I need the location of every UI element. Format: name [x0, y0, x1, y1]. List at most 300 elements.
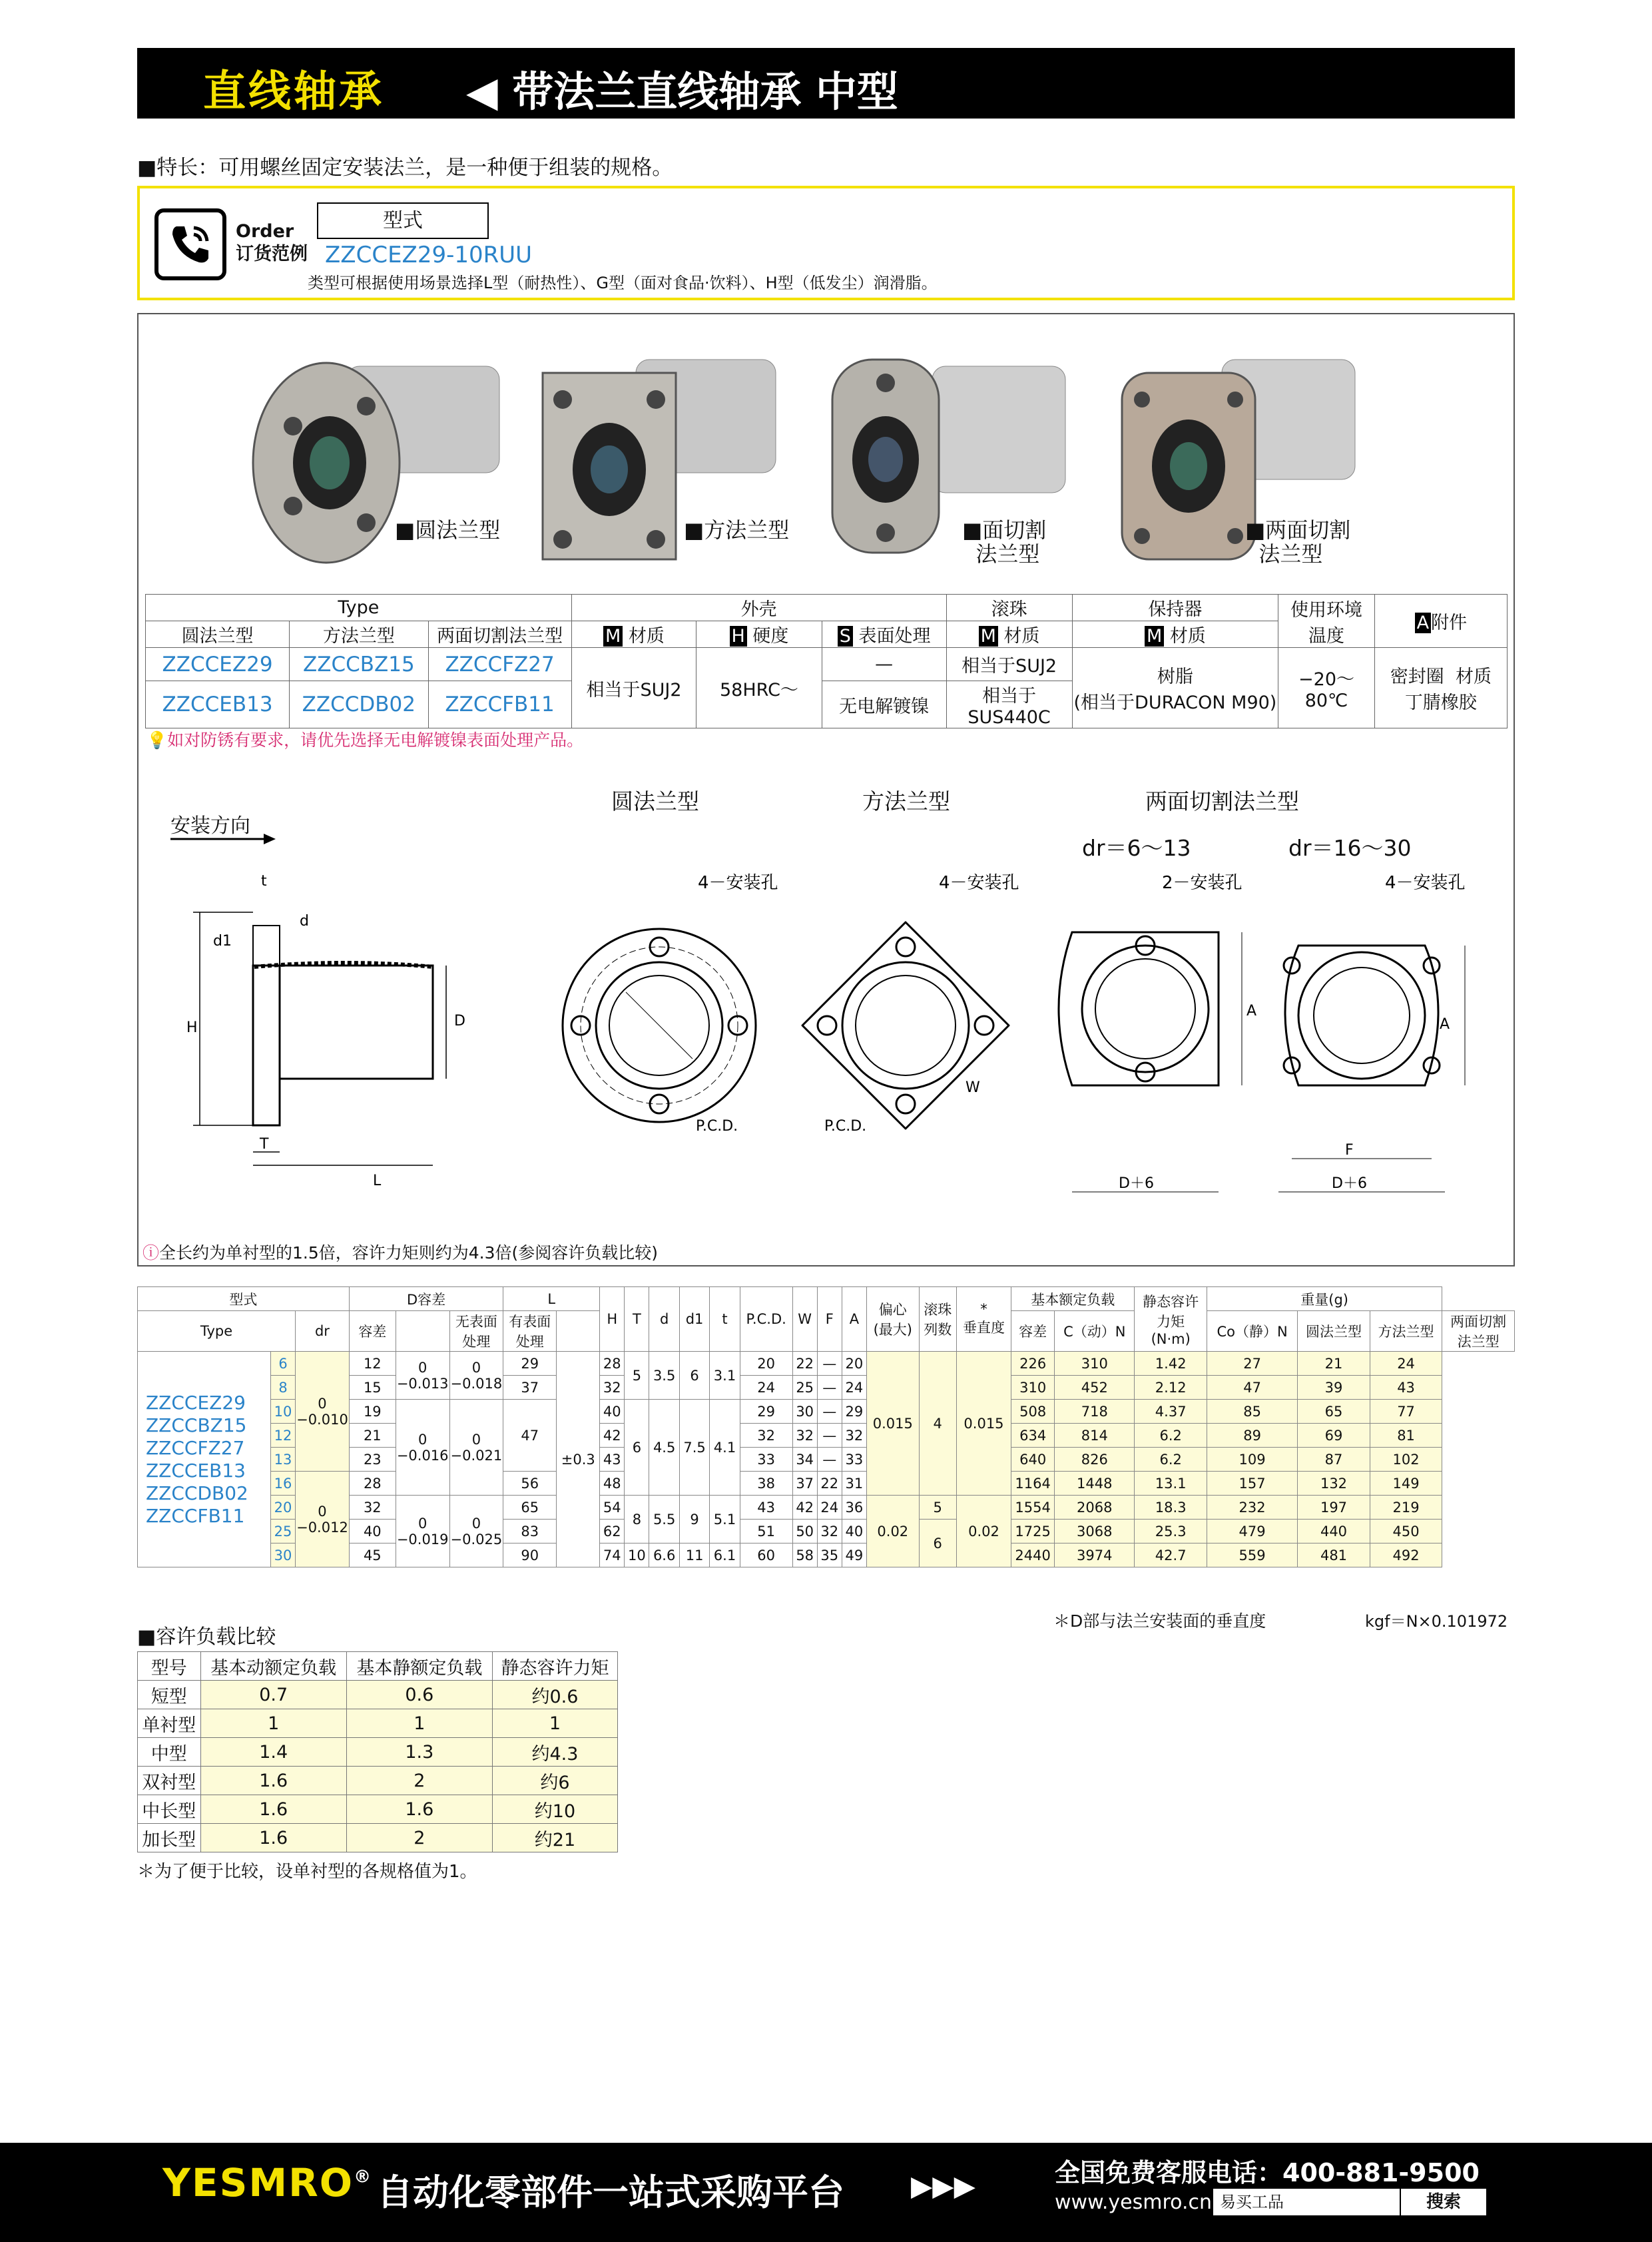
diagram-note: ⓘ全长约为单衬型的1.5倍，容许力矩则约为4.3倍(参阅容许负载比较): [142, 1243, 659, 1262]
table-cell: 1725: [1011, 1520, 1055, 1543]
phone-icon: [154, 208, 226, 280]
table-cell: 25.3: [1135, 1520, 1207, 1543]
table-cell: 单衬型: [138, 1709, 201, 1738]
table-row: [138, 1681, 618, 1709]
accessory: 密封圈 材质 丁腈橡胶: [1374, 648, 1507, 728]
table-cell: 0 −0.018: [449, 1352, 503, 1400]
table-cell: 24: [1370, 1352, 1442, 1376]
table-cell: 634: [1011, 1424, 1055, 1448]
table-cell: 0 −0.025: [449, 1496, 503, 1567]
table-cell: 0.02: [956, 1496, 1011, 1567]
header-cell: dr: [296, 1311, 350, 1352]
table-cell: 640: [1011, 1448, 1055, 1472]
feature-text: ■特长：可用螺丝固定安装法兰，是一种便于组装的规格。: [137, 156, 673, 180]
unit-note: kgf＝N×0.101972: [1365, 1612, 1508, 1631]
table-cell: 47: [1207, 1376, 1297, 1400]
ball-material: 相当于SUS440C: [946, 681, 1072, 728]
table-cell: 39: [1298, 1376, 1370, 1400]
table-cell: 中长型: [138, 1795, 201, 1824]
table-cell: 54: [600, 1496, 625, 1520]
table-row: [138, 1352, 1515, 1376]
table-cell: 47: [503, 1400, 557, 1472]
header-cell: 外壳: [571, 595, 946, 621]
spec-note: 💡如对防锈有要求，请优先选择无电解镀镍表面处理产品。: [146, 730, 584, 750]
table-cell: 43: [600, 1448, 625, 1472]
table-cell: 24: [740, 1376, 792, 1400]
twocut-label: 两面切割法兰型: [1145, 788, 1299, 814]
header-cell: 基本动额定负载: [200, 1652, 346, 1681]
table-cell: 29: [842, 1400, 866, 1424]
header-cell: Type: [146, 595, 572, 621]
header-cell: 型号: [138, 1652, 201, 1681]
svg-text:A: A: [1440, 1016, 1450, 1033]
table-cell: 310: [1055, 1352, 1135, 1376]
svg-text:P.C.D.: P.C.D.: [696, 1118, 738, 1135]
table-cell: 32: [349, 1496, 396, 1520]
header-cell: H 硬度: [696, 621, 822, 648]
table-cell: 149: [1370, 1472, 1442, 1496]
header-cell: 基本额定负载: [1011, 1287, 1135, 1311]
table-cell: 2: [346, 1767, 492, 1795]
round-flange-drawing: [553, 873, 778, 1135]
table-cell: 24: [842, 1376, 866, 1400]
table-cell: 10: [625, 1543, 649, 1567]
svg-text:T: T: [260, 1136, 269, 1153]
header-cell: T: [625, 1287, 649, 1352]
table-cell: 0.015: [956, 1352, 1011, 1496]
table-cell: 826: [1055, 1448, 1135, 1472]
header-cell: 保持器: [1072, 595, 1278, 621]
header-cell: Co（静）N: [1207, 1311, 1297, 1352]
table-cell: 23: [349, 1448, 396, 1472]
table-cell: 21: [1298, 1352, 1370, 1376]
table-cell: 40: [842, 1520, 866, 1543]
round-label: 圆法兰型: [611, 788, 699, 814]
square-label: 方法兰型: [862, 788, 950, 814]
header-cell: 滚珠: [946, 595, 1072, 621]
header-cell: [557, 1311, 600, 1352]
table-cell: 0.02: [866, 1496, 919, 1567]
header-cell: 圆法兰型: [146, 621, 290, 648]
header-cell: d: [649, 1287, 679, 1352]
arrow-icon: [170, 832, 277, 846]
table-cell: 30: [792, 1400, 817, 1424]
table-cell: 5.5: [649, 1496, 679, 1543]
table-cell: 42.7: [1135, 1543, 1207, 1567]
svg-text:W: W: [965, 1079, 980, 1096]
table-cell: 22: [817, 1472, 842, 1496]
table-cell: 74: [600, 1543, 625, 1567]
table-cell: 15: [349, 1376, 396, 1400]
table-cell: 27: [1207, 1352, 1297, 1376]
table-cell: 22: [792, 1352, 817, 1376]
table-cell: 12: [349, 1352, 396, 1376]
table-cell: 1.42: [1135, 1352, 1207, 1376]
table-cell: 29: [503, 1352, 557, 1376]
table-cell: 6.2: [1135, 1448, 1207, 1472]
table-cell: 16: [271, 1472, 296, 1496]
table-cell: 32: [842, 1424, 866, 1448]
table-cell: 20: [842, 1352, 866, 1376]
header-cell: d1: [679, 1287, 709, 1352]
header-cell: 重量(g): [1207, 1287, 1442, 1311]
square-flange-drawing: [799, 873, 1039, 1172]
cut-flange-drawing: [1052, 872, 1265, 1199]
header-cell: Type: [138, 1311, 296, 1352]
table-row: [138, 1709, 618, 1738]
table-cell: 20: [271, 1496, 296, 1520]
table-cell: 492: [1370, 1543, 1442, 1567]
table-cell: 87: [1298, 1448, 1370, 1472]
table-cell: 6: [271, 1352, 296, 1376]
table-cell: 197: [1298, 1496, 1370, 1520]
svg-text:D＋6: D＋6: [1332, 1175, 1367, 1192]
table-cell: 40: [600, 1400, 625, 1424]
load-table: [137, 1651, 618, 1852]
table-cell: 0 −0.012: [296, 1472, 350, 1567]
header-cell: 两面切割 法兰型: [1442, 1311, 1515, 1352]
svg-text:4－安装孔: 4－安装孔: [1385, 873, 1466, 893]
table-cell: —: [817, 1424, 842, 1448]
table-cell: 37: [792, 1472, 817, 1496]
search-input[interactable]: 易买工品: [1213, 2189, 1400, 2215]
table-cell: 约21: [492, 1824, 617, 1852]
temperature: −20～80℃: [1278, 648, 1374, 728]
side-view-drawing: [180, 866, 526, 1199]
table-cell: 6.1: [710, 1543, 740, 1567]
table-cell: —: [817, 1376, 842, 1400]
header-cell: A 附件: [1374, 595, 1507, 648]
table-cell: 1: [200, 1709, 346, 1738]
table-cell: 4.1: [710, 1400, 740, 1496]
table-cell: 9: [679, 1496, 709, 1543]
table-cell: 0 −0.010: [296, 1352, 350, 1472]
table-cell: 3.1: [710, 1352, 740, 1400]
table-cell: 19: [349, 1400, 396, 1424]
table-cell: 90: [503, 1543, 557, 1567]
svg-text:A: A: [1246, 1003, 1257, 1019]
table-cell: 50: [792, 1520, 817, 1543]
table-cell: 77: [1370, 1400, 1442, 1424]
table-cell: 718: [1055, 1400, 1135, 1424]
table-cell: 62: [600, 1520, 625, 1543]
table-cell: 45: [349, 1543, 396, 1567]
table-cell: 5.1: [710, 1496, 740, 1543]
table-cell: —: [817, 1352, 842, 1376]
hardness: 58HRC～: [696, 648, 822, 728]
table-cell: 226: [1011, 1352, 1055, 1376]
table-cell: 481: [1298, 1543, 1370, 1567]
svg-text:H: H: [186, 1019, 198, 1036]
product-label: ■圆法兰型: [395, 517, 501, 543]
table-cell: 约10: [492, 1795, 617, 1824]
table-cell: 1.4: [200, 1738, 346, 1767]
table-cell: 1448: [1055, 1472, 1135, 1496]
table-cell: 28: [600, 1352, 625, 1376]
svg-text:4－安装孔: 4－安装孔: [939, 873, 1019, 893]
mount-direction: 安装方向: [170, 814, 250, 838]
header-cell: P.C.D.: [740, 1287, 792, 1352]
table-cell: 4.5: [649, 1400, 679, 1496]
table-cell: 25: [792, 1376, 817, 1400]
svg-text:D＋6: D＋6: [1119, 1175, 1154, 1192]
table-cell: 479: [1207, 1520, 1297, 1543]
table-cell: 短型: [138, 1681, 201, 1709]
svg-text:F: F: [1345, 1142, 1354, 1159]
order-label: Order 订货范例: [236, 221, 308, 264]
table-cell: —: [817, 1400, 842, 1424]
order-note: 类型可根据使用场景选择L型（耐热性）、G型（面对食品·饮料）、H型（低发尘）润滑脂。: [308, 274, 938, 292]
type-code: ZZCCEB13: [146, 681, 290, 728]
table-cell: 10: [271, 1400, 296, 1424]
load-title: ■容许负载比较: [137, 1625, 276, 1649]
header-cell: 有表面 处理: [503, 1311, 557, 1352]
table-cell: 30: [271, 1543, 296, 1567]
table-cell: 约6: [492, 1767, 617, 1795]
table-cell: —: [817, 1448, 842, 1472]
header-cell: 静态容许 力矩 (N·m): [1135, 1287, 1207, 1352]
table-cell: 3974: [1055, 1543, 1135, 1567]
table-cell: 25: [271, 1520, 296, 1543]
table-cell: 65: [1298, 1400, 1370, 1424]
table-cell: 4.37: [1135, 1400, 1207, 1424]
table-cell: 157: [1207, 1472, 1297, 1496]
table-cell: 49: [842, 1543, 866, 1567]
header-cell: 无表面 处理: [449, 1311, 503, 1352]
table-cell: 28: [349, 1472, 396, 1496]
table-cell: 24: [817, 1496, 842, 1520]
header-cell: 基本静额定负载: [346, 1652, 492, 1681]
table-cell: 8: [625, 1496, 649, 1543]
twocut-flange-drawing: [1265, 872, 1478, 1199]
table-cell: 6: [679, 1352, 709, 1400]
category-title: 直线轴承: [203, 67, 384, 117]
table-cell: 5: [919, 1496, 956, 1520]
page-title: ◀ 带法兰直线轴承 中型: [466, 67, 898, 116]
type-code: ZZCCDB02: [290, 681, 428, 728]
surface: 无电解镀镍: [822, 681, 946, 728]
search-button[interactable]: 搜索: [1401, 2189, 1486, 2215]
table-cell: 0 −0.013: [396, 1352, 449, 1400]
svg-text:P.C.D.: P.C.D.: [824, 1118, 867, 1135]
table-cell: 33: [740, 1448, 792, 1472]
table-cell: 20: [740, 1352, 792, 1376]
table-cell: 中型: [138, 1738, 201, 1767]
header-cell: H: [600, 1287, 625, 1352]
table-cell: 51: [740, 1520, 792, 1543]
type-code: ZZCCEZ29: [146, 648, 290, 681]
table-cell: 60: [740, 1543, 792, 1567]
table-cell: 40: [349, 1520, 396, 1543]
table-cell: 34: [792, 1448, 817, 1472]
table-row: [138, 1472, 1515, 1496]
header-cell: 静态容许力矩: [492, 1652, 617, 1681]
arrows-icon: ▶▶▶: [911, 2169, 975, 2202]
dr-range-1: dr＝6～13: [1082, 835, 1191, 861]
ball-material: 相当于SUJ2: [946, 648, 1072, 681]
table-cell: 7.5: [679, 1400, 709, 1496]
table-row: [138, 1767, 618, 1795]
header-cell: S 表面处理: [822, 621, 946, 648]
table-cell: 37: [503, 1376, 557, 1400]
surface: —: [822, 648, 946, 681]
header-cell: t: [710, 1287, 740, 1352]
table-cell: 35: [817, 1543, 842, 1567]
table-cell: 42: [600, 1424, 625, 1448]
product-label: ■方法兰型: [684, 517, 790, 543]
table-row: [138, 1738, 618, 1767]
retainer: 树脂 (相当于DURACON M90): [1072, 648, 1278, 728]
table-cell: 232: [1207, 1496, 1297, 1520]
shell-material: 相当于SUJ2: [571, 648, 696, 728]
type-code: ZZCCFB11: [428, 681, 571, 728]
table-cell: 48: [600, 1472, 625, 1496]
table-cell: 2440: [1011, 1543, 1055, 1567]
header-cell: 容差: [349, 1311, 396, 1352]
table-cell: 102: [1370, 1448, 1442, 1472]
table-cell: 33: [842, 1448, 866, 1472]
svg-text:t: t: [261, 873, 267, 890]
table-cell: 11: [679, 1543, 709, 1567]
header-cell: M 材质: [946, 621, 1072, 648]
table-cell: 109: [1207, 1448, 1297, 1472]
table-cell: 双衬型: [138, 1767, 201, 1795]
load-note: ＊为了便于比较，设单衬型的各规格值为1。: [137, 1862, 477, 1882]
dr-range-2: dr＝16～30: [1288, 835, 1412, 861]
spec-table: [145, 594, 1508, 728]
table-cell: 219: [1370, 1496, 1442, 1520]
table-cell: ZZCCEZ29 ZZCCBZ15 ZZCCFZ27 ZZCCEB13 ZZCCDB02 ZZCCFB11: [138, 1352, 271, 1567]
order-code: ZZCCEZ29-10RUU: [325, 242, 533, 268]
table-cell: 12: [271, 1424, 296, 1448]
type-code: ZZCCFZ27: [428, 648, 571, 681]
table-cell: 508: [1011, 1400, 1055, 1424]
header-cell: 两面切割法兰型: [428, 621, 571, 648]
table-cell: 1.6: [200, 1767, 346, 1795]
table-row: [138, 1824, 618, 1852]
table-cell: 65: [503, 1496, 557, 1520]
table-cell: 21: [349, 1424, 396, 1448]
table-cell: 69: [1298, 1424, 1370, 1448]
product-label: ■两面切割 法兰型: [1245, 517, 1351, 567]
table-cell: 6: [625, 1400, 649, 1496]
slogan: 自动化零部件一站式采购平台: [377, 2171, 844, 2213]
hotline: 全国免费客服电话：400-881-9500: [1055, 2158, 1480, 2187]
table-cell: 0 −0.016: [396, 1400, 449, 1496]
header-cell: 方法兰型: [1370, 1311, 1442, 1352]
header-cell: F: [817, 1287, 842, 1352]
table-cell: 18.3: [1135, 1496, 1207, 1520]
dimension-table: [137, 1286, 1515, 1567]
table-cell: 56: [503, 1472, 557, 1496]
header-cell: L: [503, 1287, 600, 1311]
table-cell: 58: [792, 1543, 817, 1567]
table-cell: ±0.3: [557, 1352, 600, 1567]
table-cell: 1: [492, 1709, 617, 1738]
table-cell: 13.1: [1135, 1472, 1207, 1496]
header-cell: A: [842, 1287, 866, 1352]
header-cell: W: [792, 1287, 817, 1352]
table-cell: 1.6: [200, 1795, 346, 1824]
website-link[interactable]: www.yesmro.cn: [1055, 2191, 1213, 2214]
table-cell: 32: [817, 1520, 842, 1543]
table-cell: 5: [625, 1352, 649, 1400]
type-code: ZZCCBZ15: [290, 648, 428, 681]
brand-logo: YESMRO®: [162, 2160, 373, 2205]
header-cell: C（动）N: [1055, 1311, 1135, 1352]
table-cell: 32: [792, 1424, 817, 1448]
table-cell: 13: [271, 1448, 296, 1472]
table-row: [138, 1795, 618, 1824]
table-cell: 1: [346, 1709, 492, 1738]
table-cell: 32: [740, 1424, 792, 1448]
header-cell: M 材质: [571, 621, 696, 648]
table-cell: 814: [1055, 1424, 1135, 1448]
table-cell: 0.015: [866, 1352, 919, 1496]
table-cell: 3068: [1055, 1520, 1135, 1543]
table-cell: 440: [1298, 1520, 1370, 1543]
header-cell: [396, 1311, 449, 1352]
table-cell: 1554: [1011, 1496, 1055, 1520]
table-cell: 32: [600, 1376, 625, 1400]
svg-text:4－安装孔: 4－安装孔: [698, 873, 778, 893]
table-cell: 0.7: [200, 1681, 346, 1709]
table-cell: 83: [503, 1520, 557, 1543]
table-cell: 42: [792, 1496, 817, 1520]
table-cell: 29: [740, 1400, 792, 1424]
table-cell: 加长型: [138, 1824, 201, 1852]
table-cell: 约4.3: [492, 1738, 617, 1767]
header-cell: 圆法兰型: [1298, 1311, 1370, 1352]
table-cell: 0 −0.019: [396, 1496, 449, 1567]
table-cell: 0 −0.021: [449, 1400, 503, 1496]
table-cell: 6.6: [649, 1543, 679, 1567]
svg-text:D: D: [454, 1013, 465, 1029]
table-cell: 450: [1370, 1520, 1442, 1543]
table-cell: 2.12: [1135, 1376, 1207, 1400]
product-label: ■面切割 法兰型: [962, 517, 1047, 567]
svg-text:d: d: [300, 913, 309, 930]
table-cell: 36: [842, 1496, 866, 1520]
table-cell: 0.6: [346, 1681, 492, 1709]
table-cell: 31: [842, 1472, 866, 1496]
header-cell: M 材质: [1072, 621, 1278, 648]
table-cell: 3.5: [649, 1352, 679, 1400]
svg-text:L: L: [373, 1173, 382, 1189]
table-cell: 1.6: [200, 1824, 346, 1852]
table-cell: 2: [346, 1824, 492, 1852]
table-cell: 559: [1207, 1543, 1297, 1567]
table-cell: 4: [919, 1352, 956, 1496]
table-cell: 约0.6: [492, 1681, 617, 1709]
header-cell: 滚珠 列数: [919, 1287, 956, 1352]
dims-footnote: ＊D部与法兰安装面的垂直度: [1053, 1611, 1266, 1631]
header-cell: 方法兰型: [290, 621, 428, 648]
table-cell: 310: [1011, 1376, 1055, 1400]
header-cell: 型式: [138, 1287, 350, 1311]
table-cell: 1.3: [346, 1738, 492, 1767]
svg-text:d1: d1: [213, 933, 232, 950]
table-cell: 452: [1055, 1376, 1135, 1400]
table-cell: 1164: [1011, 1472, 1055, 1496]
table-cell: 81: [1370, 1424, 1442, 1448]
header-cell: 容差: [1011, 1311, 1055, 1352]
table-cell: 43: [1370, 1376, 1442, 1400]
table-cell: 43: [740, 1496, 792, 1520]
table-cell: 1.6: [346, 1795, 492, 1824]
type-label-box: 型式: [317, 202, 489, 239]
table-cell: 132: [1298, 1472, 1370, 1496]
